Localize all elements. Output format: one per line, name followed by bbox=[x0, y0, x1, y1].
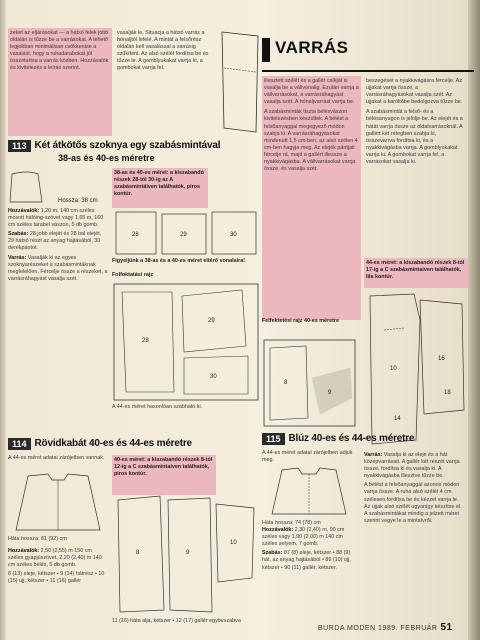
section-115-size-note-box bbox=[364, 258, 468, 286]
section-114-text bbox=[8, 548, 108, 622]
svg-text:28: 28 bbox=[132, 232, 139, 238]
svg-text:28: 28 bbox=[142, 338, 149, 344]
s114-length-text: Háta hossza: 81 (92) cm bbox=[8, 536, 67, 542]
section-115-number: 115 bbox=[262, 433, 285, 445]
section-113-number: 113 bbox=[8, 140, 31, 152]
section-header-rule bbox=[262, 70, 474, 72]
s115-szabas: 87 (8) eleje, kétszer • 88 (9) hát, az anyag hajtásából • 89 (10) ujj, kétszer • 90 (11) gallér, kétszer. bbox=[262, 550, 351, 571]
col4-lower-paragraph: A bélést a felsőanyaggal azonos módon varrja össze. A ruha alsó szélét 4 cm szélesen fordítsa be és kézzel varrja le. Az ujjak alsó szélét ugyanígy készítse el. A szabásmintákat mindig a jelzett méret szerint vegye le a mintaívről. bbox=[364, 482, 462, 524]
layout-label-40 bbox=[262, 318, 357, 336]
cutting-layout-diagram-40 bbox=[262, 338, 357, 428]
s113-szabas: 28 jobb elejét és 28 bal elejét, 29 hátsó részt az anyag hajtásából, 30 derékpántot. bbox=[8, 231, 102, 252]
col2-intro-paragraph: vasalják le. Situacja a hátsó varrás a hónaljtól lefelé. A mintát a felsőrész oldalán kell vasalással a varrásig szűkíteni. Az alsó szélét fordítsa be és tűzze le. A gomblyukakat varrja ki, a gombokat varrja fel. bbox=[117, 30, 209, 72]
footer-page-number: 51 bbox=[440, 622, 453, 633]
svg-text:9: 9 bbox=[186, 550, 190, 556]
s115-varras: Vasalja ki az eleje és a hát középvarrásait. A gallér két részét varrja össze, fordítsa ki és vasalja ki. A nyakkivágásba illesztve tűzze be. bbox=[364, 452, 460, 480]
s113-szabas-label: Szabás: bbox=[8, 231, 29, 238]
svg-text:9: 9 bbox=[328, 390, 332, 396]
section-115-intro bbox=[262, 450, 357, 464]
s113-varras: Vasalják ki az egyes szoknyarészeket a szabásmintáknak megfelelően. Fércelje össze a részeket, a varrásráhagyást vasalja szét. bbox=[8, 254, 108, 282]
layout-label-38 bbox=[112, 272, 212, 282]
s115-varras-label: Varrás: bbox=[364, 452, 383, 458]
section-label: VARRÁS bbox=[275, 38, 349, 57]
col1-intro-text bbox=[8, 28, 112, 136]
col4-intro-paragraph: beszegését a nyakkivágásra fércelje. Az ujjakat varrja össze, a varrásráhagyásokat vasalja szét. Az ujjakat a karöltőbe bedolgozva tűzze be. bbox=[366, 78, 463, 106]
sleeve-pattern-diagram bbox=[218, 28, 262, 138]
section-114-number: 114 bbox=[8, 438, 31, 450]
section-114-header bbox=[8, 437, 192, 450]
section-114-layout-items bbox=[112, 618, 260, 636]
svg-text:18: 18 bbox=[444, 390, 451, 396]
blouse-sketch bbox=[262, 466, 357, 518]
col1-intro-paragraph: zeket az eljárásokat — a hátsó felek jobb oldalán is tűzze be a varrásokat. A lehető legjobban minimálisan csökkentse a vasalást, hogy a ruhadarabokat jól összetartsa a varrás közben. Hozzávalók és kivitelezés a leírás szerint. bbox=[10, 30, 109, 72]
col4-lower-text bbox=[364, 452, 464, 618]
section-114-intro bbox=[8, 455, 108, 471]
jacket-pattern-diagram bbox=[112, 494, 260, 616]
page-left-edge bbox=[0, 0, 6, 640]
svg-text:30: 30 bbox=[230, 232, 237, 238]
svg-text:8: 8 bbox=[136, 550, 140, 556]
s115-length-text: Háta hossza: 74 (78) cm bbox=[262, 520, 321, 526]
col3-upper-text bbox=[262, 76, 361, 320]
skirt-length-label: Hossza: 38 cm bbox=[58, 198, 98, 204]
blouse-pattern-diagram bbox=[364, 290, 468, 450]
section-header-bar bbox=[262, 38, 270, 62]
svg-text:10: 10 bbox=[230, 540, 237, 546]
col4-body-paragraph: A szabásmintát a felső- és a bélésanyagon is jelölje be. Az elejét és a hátát varrja össze az oldalvarrásoknál. A gallért két rétegben szabja ki, összevarrva fordítsa ki, és a nyakkivágásba varrja. A gomblyukakat varrja ki. A gombokat varrja fel, a varrásokat vasalja ki. bbox=[366, 109, 463, 166]
layout-label-38-text: Folfoktatási rajz bbox=[112, 272, 154, 278]
s114-items: 8 (13) eleje, kétszer • 9 (14) hátrész • 10 (15) ujj, kétszer • 11 (16) gallér bbox=[8, 571, 105, 585]
footer-publication: BURDA MODEN 1989. FEBRUÁR bbox=[318, 625, 438, 632]
section-114-size-note bbox=[112, 455, 216, 495]
section-113-size-note bbox=[112, 168, 208, 208]
s115-intro-text: A 44-es méret adatai zárójelben adjuk meg. bbox=[262, 450, 353, 464]
col2-intro-text bbox=[115, 28, 219, 136]
s114-hozzavalok-label: Hozzávalók: bbox=[8, 548, 40, 554]
page-binding-edge bbox=[468, 0, 480, 640]
s115-hozzavalok-label: Hozzávalók: bbox=[262, 527, 294, 534]
s115-note: 44-es méret: a kiszabandó részek 8-tól 17-ig a C szabásmintaiven találhatók, lila kontúr. bbox=[366, 260, 465, 281]
s113-note-a: 38-as és 40-es méret: a kiszabandó részek 28-tól 30-ig az A szabásmintáiven találhatók, piros kontúr. bbox=[114, 170, 204, 198]
section-115-title: Blúz 40-es és 44-es méretre bbox=[288, 433, 415, 444]
section-114-length bbox=[8, 536, 108, 546]
s113-hozzavalok-label: Hozzávalók: bbox=[8, 208, 40, 214]
svg-text:8: 8 bbox=[284, 380, 288, 386]
s113-note-b-text: Figyeljünk a 38-as és a 40-es méret eltérő vonalaira! bbox=[112, 258, 246, 264]
s113-hozzavalok: 1,20 m, 140 cm széles mosott hálóing-szövet vagy 1,65 m, 160 cm széles tarabel vászon, 5 db gomb. bbox=[8, 208, 104, 229]
section-113-text bbox=[8, 208, 108, 433]
layout-label-40-text: Felfektetési rajz 40-es méretre bbox=[262, 318, 340, 324]
s114-layout-items-text: 11 (16) háta alja, kétszer • 12 (17) gallér egybeszabva bbox=[112, 618, 241, 624]
s114-intro-text: A 44-es méret adatai zárójelben vannak. bbox=[8, 455, 105, 461]
section-113-note-b bbox=[112, 258, 260, 268]
cutting-layout-diagram-113 bbox=[112, 282, 260, 402]
section-115-size-note bbox=[364, 258, 468, 288]
section-113-header bbox=[8, 139, 220, 152]
s115-szabas-label: Szabás: bbox=[262, 550, 283, 557]
s113-layout-text: A 44-es méret hasonlóan szabható ki. bbox=[112, 404, 203, 410]
section-115-header bbox=[262, 432, 414, 445]
col4-upper-text bbox=[364, 76, 468, 260]
section-113-title: Két átkötős szoknya egy szabásmintával bbox=[34, 140, 221, 151]
section-113-subtitle: 38-as és 40-es méretre bbox=[58, 153, 155, 163]
col3-body-paragraph: A szabásminták tiszta bélésvászon kivitelezésben készültek. A bélést a felsőanyaggal megegyező módon szabja ki. A varrásráhagyásokat mindenütt 1,5 cm-ben, az alsó szélen 4 cm-ben hagyja meg. Az elejék pántjait fércelje rá, majd a gallért illessze a nyakkivágásba. A vállvarrásokat varrja össze, és vasalja szét. bbox=[264, 109, 358, 173]
s114-note-text: 40-es méret: a kiszabandó részek 8-tól 12-ig a C szabásmintaíven találhatók, piros kontúr. bbox=[114, 457, 213, 478]
svg-text:10: 10 bbox=[390, 366, 397, 372]
svg-text:29: 29 bbox=[208, 318, 215, 324]
jacket-sketch bbox=[8, 472, 108, 534]
section-114-title: Rövidkabát 40-es és 44-es méretre bbox=[34, 438, 192, 449]
section-113-extra bbox=[112, 404, 204, 430]
svg-text:16: 16 bbox=[438, 356, 445, 362]
s113-varras-label: Varrás: bbox=[8, 254, 27, 261]
svg-text:30: 30 bbox=[210, 374, 217, 380]
page-footer bbox=[318, 622, 453, 633]
section-115-text bbox=[262, 520, 357, 620]
svg-text:29: 29 bbox=[180, 232, 187, 238]
col3-intro-paragraph: illesztett szélét és a gallér csíkját is vasalja be a vállvonalig. Ezután varrja a vállvarrásokat, a varrásráhagyást vasalja szét. A hónaljvarrást varrja be. bbox=[264, 78, 359, 106]
skirt-sketch bbox=[8, 168, 108, 206]
skirt-pattern-pieces bbox=[112, 208, 260, 258]
svg-text:14: 14 bbox=[394, 416, 401, 422]
s115-hozzavalok: 2,30 (2,40) m, 90 cm széles vagy 1,90 (2,00) m 140 cm széles selyem, 7 gomb. bbox=[262, 527, 345, 548]
section-header bbox=[262, 30, 476, 70]
s114-hozzavalok: 2,50 (2,55) m 150 cm széles gyapjúszövet, 2,20 (2,40) m 140 cm széles bélés, 5 db gomb. bbox=[8, 548, 102, 569]
